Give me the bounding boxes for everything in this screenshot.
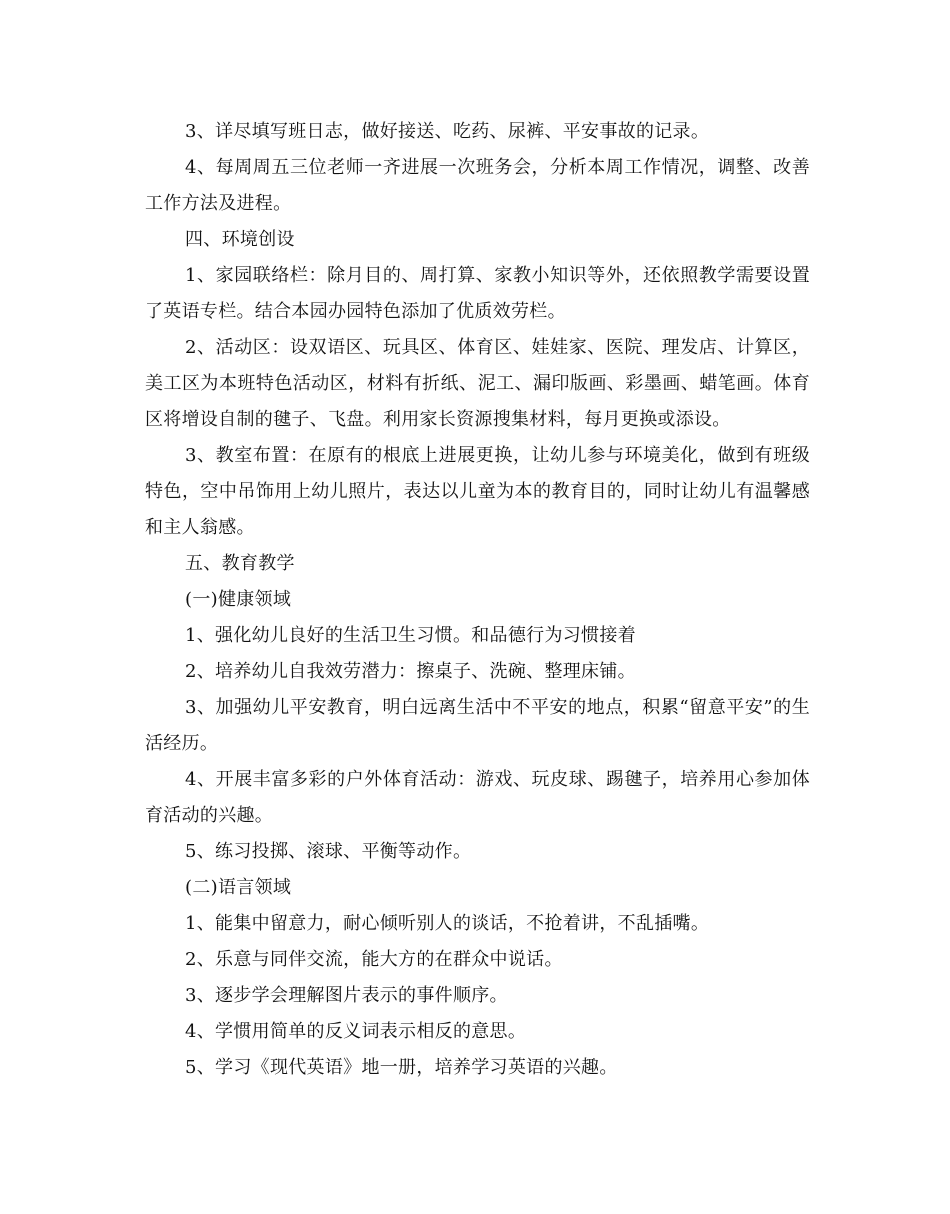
subsection-heading: (一)健康领域 — [185, 589, 292, 610]
paragraph: 2、活动区：设双语区、玩具区、体育区、娃娃家、医院、理发店、计算区，美工区为本班特色活动区，材料有折纸、泥工、漏印版画、彩墨画、蜡笔画。体育区将增设自制的毽子、飞盘。利用家长资源搜集材料，每月更换或添设。 — [145, 337, 810, 430]
section-heading: 五、教育教学 — [185, 553, 295, 574]
paragraph: 4、每周周五三位老师一齐进展一次班务会，分析本周工作情况，调整、改善工作方法及进程。 — [145, 157, 810, 214]
paragraph: 1、家园联络栏：除月目的、周打算、家教小知识等外，还依照教学需要设置了英语专栏。结合本园办园特色添加了优质效劳栏。 — [145, 265, 810, 322]
paragraph: 3、教室布置：在原有的根底上进展更换，让幼儿参与环境美化，做到有班级特色，空中吊饰用上幼儿照片，表达以儿童为本的教育目的，同时让幼儿有温馨感和主人翁感。 — [145, 445, 810, 538]
paragraph: 4、学惯用简单的反义词表示相反的意思。 — [185, 1021, 527, 1042]
section-heading: 四、环境创设 — [185, 229, 295, 250]
document-body — [145, 114, 810, 1086]
paragraph: 1、能集中留意力，耐心倾听别人的谈话，不抢着讲，不乱插嘴。 — [185, 913, 710, 934]
paragraph: 2、乐意与同伴交流，能大方的在群众中说话。 — [185, 949, 563, 970]
paragraph: 3、逐步学会理解图片表示的事件顺序。 — [185, 985, 508, 1006]
paragraph: 1、强化幼儿良好的生活卫生习惯。和品德行为习惯接着 — [185, 625, 636, 646]
paragraph: 3、详尽填写班日志，做好接送、吃药、尿裤、平安事故的记录。 — [185, 121, 710, 142]
paragraph: 5、学习《现代英语》地一册，培养学习英语的兴趣。 — [185, 1057, 618, 1078]
paragraph: 2、培养幼儿自我效劳潜力：擦桌子、洗碗、整理床铺。 — [185, 661, 636, 682]
subsection-heading: (二)语言领域 — [185, 877, 292, 898]
paragraph: 5、练习投掷、滚球、平衡等动作。 — [185, 841, 472, 862]
paragraph: 3、加强幼儿平安教育，明白远离生活中不平安的地点，积累“留意平安”的生活经历。 — [145, 697, 810, 754]
paragraph: 4、开展丰富多彩的户外体育活动：游戏、玩皮球、踢毽子，培养用心参加体育活动的兴趣。 — [145, 769, 810, 826]
